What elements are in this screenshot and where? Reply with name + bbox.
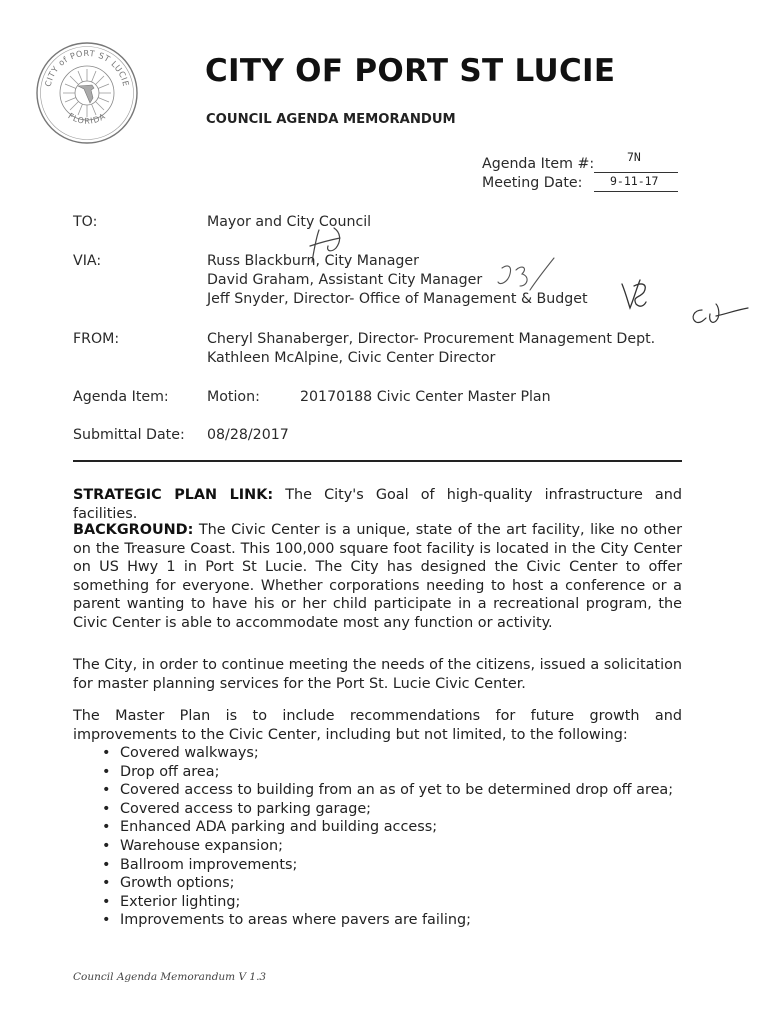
svg-text:CITY of PORT ST LUCIE: CITY of PORT ST LUCIE [42, 47, 132, 88]
list-item: • Covered access to parking garage; [102, 800, 682, 819]
strategic-plan-label: STRATEGIC PLAN LINK: [73, 487, 274, 503]
document-title: CITY OF PORT ST LUCIE [205, 53, 616, 89]
list-item: • Growth options; [102, 874, 682, 893]
document-subtitle: COUNCIL AGENDA MEMORANDUM [206, 112, 456, 127]
svg-text:FLORIDA: FLORIDA [66, 111, 108, 126]
header-divider [73, 460, 682, 462]
from-line-civic-center-director: Kathleen McAlpine, Civic Center Director [207, 350, 496, 366]
via-line-budget-director: Jeff Snyder, Director- Office of Management & Budget [207, 291, 588, 307]
list-item: • Covered walkways; [102, 744, 682, 763]
list-item: • Enhanced ADA parking and building access; [102, 818, 682, 837]
to-value: Mayor and City Council [207, 214, 372, 230]
motion-value: 20170188 Civic Center Master Plan [300, 389, 551, 405]
meeting-date-line [594, 174, 678, 192]
submittal-date-value: 08/28/2017 [207, 427, 289, 443]
agenda-item-row-label: Agenda Item: [73, 389, 169, 405]
submittal-date-label: Submittal Date: [73, 427, 185, 443]
via-line-assistant-city-manager: David Graham, Assistant City Manager [207, 272, 483, 288]
master-plan-list [102, 744, 682, 930]
solicitation-paragraph: The City, in order to continue meeting the needs of the citizens, issued a solicitation for master planning services for the Port St. Lucie Civic Center. [73, 657, 682, 692]
to-label: TO: [73, 214, 98, 230]
handwritten-initials-budget-director [618, 276, 650, 312]
from-line-procurement-director: Cheryl Shanaberger, Director- Procurement Management Dept. [207, 331, 656, 347]
via-label: VIA: [73, 253, 102, 269]
list-item: • Covered access to building from an as of yet to be determined drop off area; [102, 781, 682, 800]
list-item: • Exterior lighting; [102, 893, 682, 912]
background-paragraph [73, 521, 682, 633]
motion-label: Motion: [207, 389, 260, 405]
list-item: • Improvements to areas where pavers are failing; [102, 911, 682, 930]
strategic-plan-paragraph [73, 486, 682, 523]
list-item: • Warehouse expansion; [102, 837, 682, 856]
agenda-item-number-line [594, 150, 678, 173]
agenda-item-number-value: 7N [627, 150, 641, 164]
background-text: The Civic Center is a unique, state of the art facility, like no other on the Treasure Coast. This 100,000 square foot facility is located in the City Center on US Hwy 1 in Port St Lucie. The City has designed the Civic Center to offer something for everyone. Whether corporations needing to host a conference or a parent wanting to have his or her child participate in a recreational program, the Civic Center is able to accommodate most any function or activity. [73, 522, 682, 631]
strategic-plan-text: The City's Goal of high-quality infrastructure and facilities. [73, 487, 683, 522]
footer-version: Council Agenda Memorandum V 1.3 [73, 971, 267, 983]
meeting-date-value: 9-11-17 [610, 174, 659, 188]
list-item: • Ballroom improvements; [102, 856, 682, 875]
from-label: FROM: [73, 331, 120, 347]
handwritten-initials-assistant-city-manager [492, 254, 558, 298]
handwritten-initials-margin [688, 300, 750, 330]
master-plan-paragraph: The Master Plan is to include recommendations for future growth and improvements to the Civic Center, including but not limited, to the following: [73, 708, 682, 743]
via-line-city-manager: Russ Blackburn, City Manager [207, 253, 419, 269]
list-item: • Drop off area; [102, 763, 682, 782]
agenda-item-number-label: Agenda Item #: [482, 156, 595, 172]
background-label: BACKGROUND: [73, 522, 194, 538]
meeting-date-label: Meeting Date: [482, 175, 583, 191]
handwritten-initials-city-manager [300, 222, 360, 274]
city-seal-logo [34, 40, 140, 146]
